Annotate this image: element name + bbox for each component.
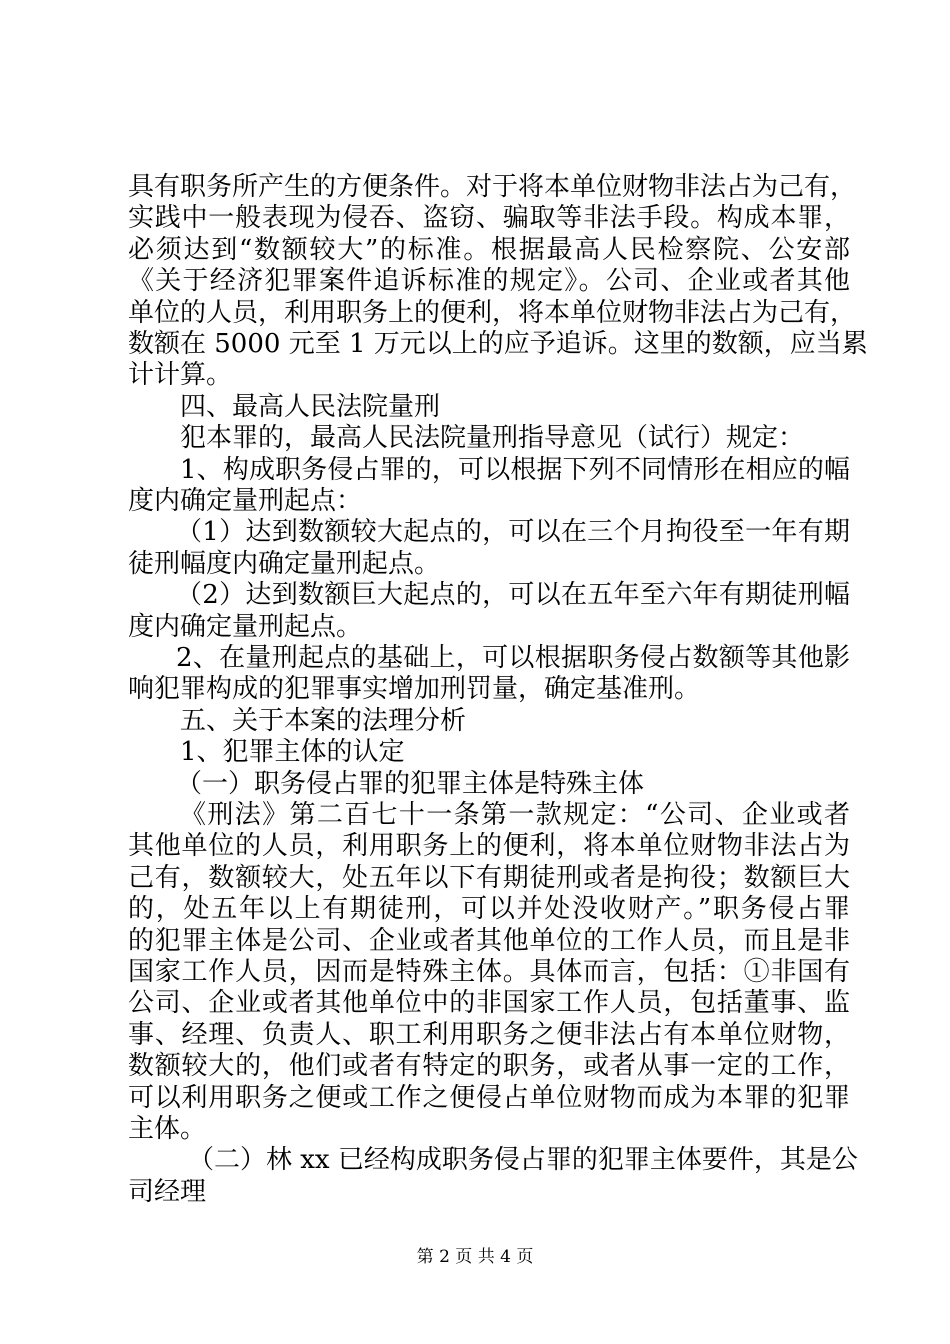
list-item-line: 徒刑幅度内确定量刑起点。 bbox=[128, 548, 441, 579]
paragraph-line: 1、构成职务侵占罪的，可以根据下列不同情形在相应的幅 bbox=[180, 454, 850, 485]
paragraph-line: 数额在 5000 元至 1 万元以上的应予追诉。这里的数额，应当累 bbox=[128, 329, 868, 359]
paragraph-line: 其他单位的人员，利用职务上的便利，将本单位财物非法占为 bbox=[128, 831, 850, 862]
paragraph-line: （二）林 xx 已经构成职务侵占罪的犯罪主体要件，其是公 bbox=[188, 1145, 858, 1176]
paragraph-line: 公司、企业或者其他单位中的非国家工作人员，包括董事、监 bbox=[128, 988, 850, 1019]
paragraph-line: 单位的人员，利用职务上的便利，将本单位财物非法占为己有， bbox=[128, 297, 857, 328]
paragraph-line: 《关于经济犯罪案件追诉标准的规定》。公司、企业或者其他 bbox=[128, 266, 850, 297]
subsection-heading: 1、犯罪主体的认定 bbox=[180, 737, 405, 768]
paragraph-line: 响犯罪构成的犯罪事实增加刑罚量，确定基准刑。 bbox=[128, 674, 701, 705]
list-item-line: （2）达到数额巨大起点的，可以在五年至六年有期徒刑幅 bbox=[176, 580, 850, 611]
paragraph-line: 的犯罪主体是公司、企业或者其他单位的工作人员，而且是非 bbox=[128, 925, 850, 956]
paragraph-line: 度内确定量刑起点： bbox=[128, 486, 363, 516]
paragraph-line: 国家工作人员，因而是特殊主体。具体而言，包括：①非国有 bbox=[128, 957, 850, 987]
paragraph-line: 事、经理、负责人、职工利用职务之便非法占有本单位财物， bbox=[128, 1019, 850, 1050]
paragraph-line: 必须达到“数额较大”的标准。根据最高人民检察院、公安部 bbox=[128, 234, 850, 265]
paragraph-line: 计计算。 bbox=[128, 360, 233, 391]
paragraph-line: 司经理 bbox=[128, 1176, 207, 1207]
list-item-line: （1）达到数额较大起点的，可以在三个月拘役至一年有期 bbox=[176, 517, 850, 548]
paragraph-line: 数额较大的，他们或者有特定的职务，或者从事一定的工作， bbox=[128, 1051, 850, 1082]
list-item-line: 度内确定量刑起点。 bbox=[128, 611, 363, 642]
paragraph-line: 实践中一般表现为侵吞、盗窃、骗取等非法手段。构成本罪， bbox=[128, 203, 850, 234]
paragraph-line: 主体。 bbox=[128, 1114, 207, 1144]
paragraph-line: 2、在量刑起点的基础上，可以根据职务侵占数额等其他影 bbox=[176, 643, 850, 673]
paragraph-line: 犯本罪的，最高人民法院量刑指导意见（试行）规定： bbox=[180, 423, 805, 454]
paragraph-line: 具有职务所产生的方便条件。对于将本单位财物非法占为己有， bbox=[128, 172, 857, 202]
subsection-heading: （一）职务侵占罪的犯罪主体是特殊主体 bbox=[176, 768, 645, 799]
paragraph-line: 可以利用职务之便或工作之便侵占单位财物而成为本罪的犯罪 bbox=[128, 1082, 850, 1113]
paragraph-line: 的，处五年以上有期徒刑，可以并处没收财产。”职务侵占罪 bbox=[128, 894, 850, 925]
paragraph-line: 己有，数额较大，处五年以下有期徒刑或者是拘役；数额巨大 bbox=[128, 862, 850, 893]
section-heading: 四、最高人民法院量刑 bbox=[180, 391, 441, 422]
section-heading: 五、关于本案的法理分析 bbox=[180, 705, 467, 736]
page-number-footer: 第 2 页 共 4 页 bbox=[416, 1247, 534, 1267]
paragraph-line: 《刑法》第二百七十一条第一款规定：“公司、企业或者 bbox=[180, 800, 850, 830]
